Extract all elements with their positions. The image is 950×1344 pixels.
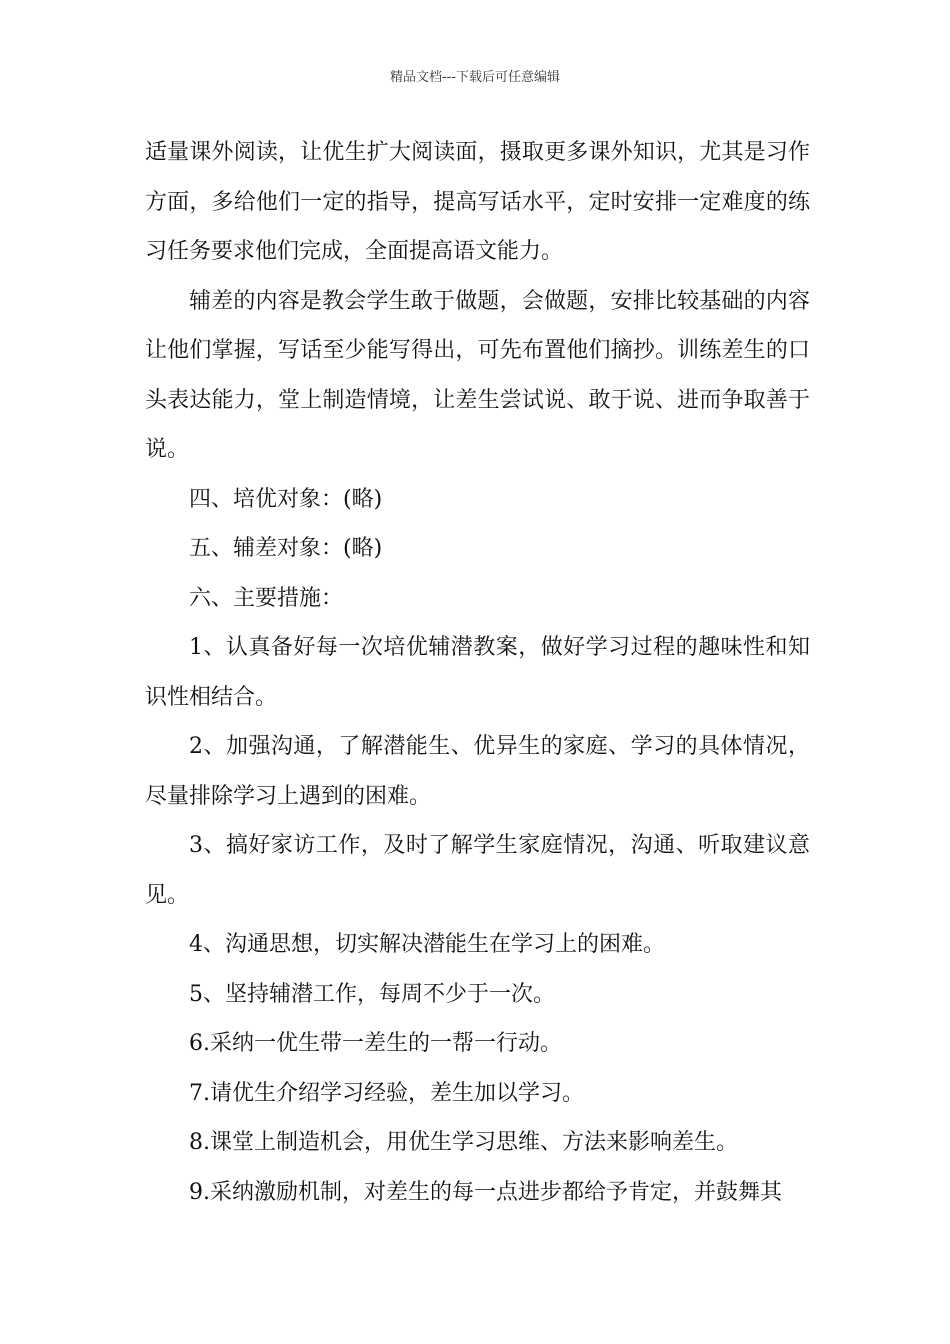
measure-item-1: 1、认真备好每一次培优辅潜教案，做好学习过程的趣味性和知识性相结合。 [145,635,810,710]
measure-item-4: 4、沟通思想，切实解决潜能生在学习上的困难。 [189,932,665,957]
page-header: 精品文档---下载后可任意编辑 [389,70,561,85]
section-heading-main-measures: 六、主要措施： [189,585,344,611]
measure-item-6: 6.采纳一优生带一差生的一帮一行动。 [189,1031,562,1056]
document-body [145,128,810,1217]
section-heading-struggling-students: 五、辅差对象：(略) [189,536,383,561]
paragraph-tutoring-content: 辅差的内容是教会学生敢于做题，会做题，安排比较基础的内容让他们掌握，写话至少能写得出，可先布置他们摘抄。训练差生的口头表达能力，堂上制造情境，让差生尝试说、敢于说、进而争取善于说。 [145,288,810,462]
measure-item-3: 3、搞好家访工作，及时了解学生家庭情况，沟通、听取建议意见。 [145,833,810,908]
measure-item-8: 8.课堂上制造机会，用优生学习思维、方法来影响差生。 [189,1130,738,1155]
measure-item-9: 9.采纳激励机制，对差生的每一点进步都给予肯定，并鼓舞其 [189,1179,782,1205]
measure-item-7: 7.请优生介绍学习经验，差生加以学习。 [189,1080,584,1106]
measure-item-2: 2、加强沟通，了解潜能生、优异生的家庭、学习的具体情况，尽量排除学习上遇到的困难。 [145,734,810,809]
paragraph-reading: 适量课外阅读，让优生扩大阅读面，摄取更多课外知识，尤其是习作方面，多给他们一定的指导，提高写话水平，定时安排一定难度的练习任务要求他们完成，全面提高语文能力。 [145,140,810,264]
measure-item-5: 5、坚持辅潜工作，每周不少于一次。 [189,981,555,1007]
section-heading-excellent-students: 四、培优对象：(略) [189,486,383,512]
